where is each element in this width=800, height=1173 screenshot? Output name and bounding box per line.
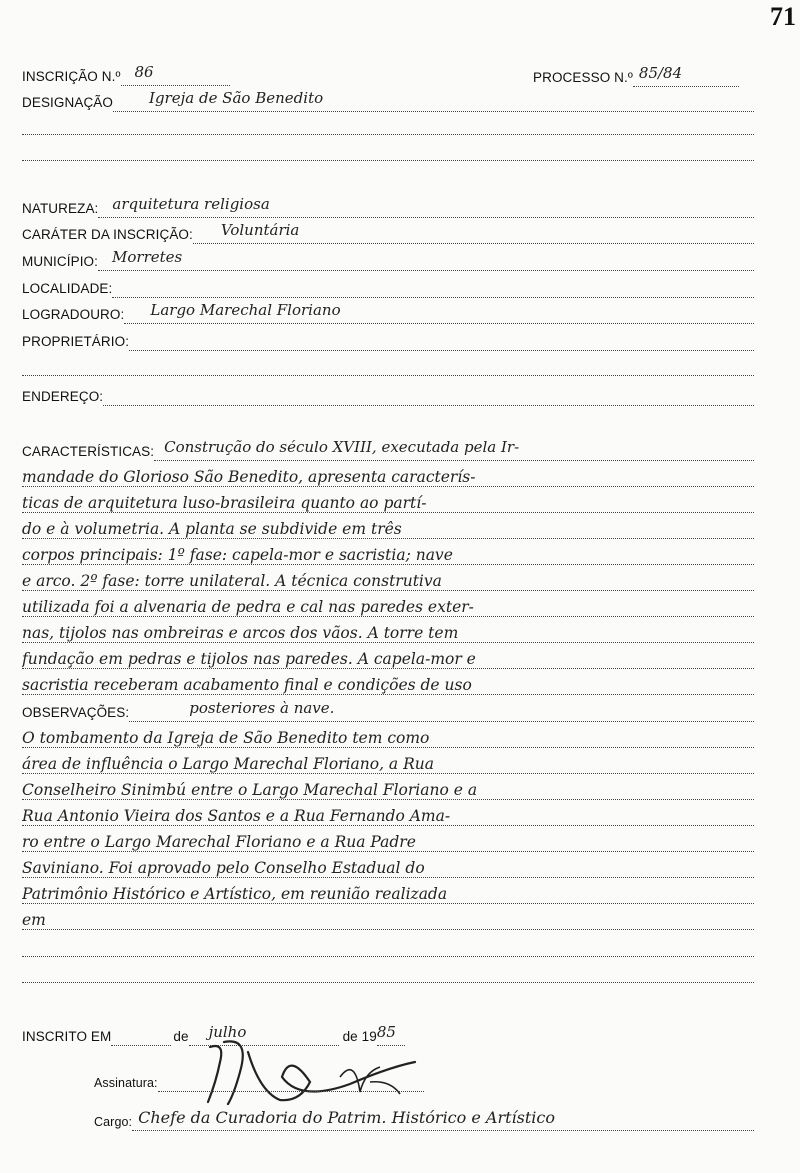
logradouro-row [22,298,754,324]
processo-label: PROCESSO N.º [533,69,633,85]
endereco-label: ENDEREÇO: [22,388,104,404]
localidade-label: LOCALIDADE: [22,280,113,296]
natureza-row [22,192,754,218]
localidade-value [112,277,754,298]
proprietario-label: PROPRIETÁRIO: [22,333,130,349]
endereco-value [103,385,754,406]
carater-label: CARÁTER DA INSCRIÇÃO: [22,226,193,242]
inscricao-label: INSCRIÇÃO N.º [22,68,121,84]
observacoes-line: Rua Antonio Vieira dos Santos e a Rua Fernando Ama- [22,800,754,826]
observacoes-line: área de influência o Largo Marechal Floriano, a Rua [22,748,754,774]
cargo-value: Chefe da Curadoria do Patrim. Histórico e Artístico [132,1110,754,1131]
de-label: de [173,1028,189,1044]
municipio-label: MUNICÍPIO: [22,253,99,269]
caracteristicas-line: corpos principais: 1º fase: capela-mor e sacristia; nave [22,539,754,565]
caracteristicas-line: e arco. 2º fase: torre unilateral. A técnica construtiva [22,565,754,591]
natureza-label: NATUREZA: [22,200,99,216]
carater-row [22,218,754,244]
municipio-value: Morretes [98,250,754,271]
page-number: 71 [770,2,796,31]
inscricao-value: 86 [121,65,230,86]
observacoes-line: ro entre o Largo Marechal Floriano e a Rua Padre [22,826,754,852]
caracteristicas-label: CARACTERÍSTICAS: [22,443,155,459]
caracteristicas-line: fundação em pedras e tijolos nas paredes. A capela-mor e [22,643,754,669]
observacoes-line: Patrimônio Histórico e Artístico, em reunião realizada [22,878,754,904]
proprietario-value [129,330,754,351]
de-19-label: de 19 [342,1028,377,1044]
processo-row [533,66,739,87]
inscricao-row [22,60,252,86]
observacoes-row [22,696,754,722]
caracteristicas-line: utilizada foi a alvenaria de pedra e cal nas paredes exter- [22,591,754,617]
blank-line [22,375,754,376]
logradouro-label: LOGRADOURO: [22,306,125,322]
designacao-value: Igreja de São Benedito [113,91,754,112]
municipio-row [22,245,754,271]
caracteristicas-line: mandade do Glorioso São Benedito, apresenta caracterís- [22,461,754,487]
blank-line [22,956,754,957]
observacoes-label: OBSERVAÇÕES: [22,704,130,720]
assinatura-label: Assinatura: [94,1075,158,1090]
inscrito-day [111,1025,171,1046]
designacao-label: DESIGNAÇÃO [22,94,114,110]
natureza-value: arquitetura religiosa [98,197,754,218]
inscrito-year: 85 [377,1025,405,1046]
caracteristicas-line: do e à volumetria. A planta se subdivide em três [22,513,754,539]
assinatura-row [94,1066,424,1092]
observacoes-line: Conselheiro Sinimbú entre o Largo Marechal Floriano e a [22,774,754,800]
designacao-row [22,86,754,112]
caracteristicas-row [22,435,754,461]
blank-line [22,160,754,161]
logradouro-value: Largo Marechal Floriano [124,303,754,324]
inscrito-month: julho [189,1025,339,1046]
carater-value: Voluntária [193,223,754,244]
localidade-row [22,272,754,298]
caracteristicas-first-line: Construção do século XVIII, executada pela Ir- [154,440,754,461]
caracteristicas-line: nas, tijolos nas ombreiras e arcos dos vãos. A torre tem [22,617,754,643]
assinatura-line [158,1071,424,1092]
proprietario-row [22,325,754,351]
inscrito-label: INSCRITO EM [22,1028,112,1044]
blank-line [22,134,754,135]
caracteristicas-line: sacristia receberam acabamento final e condições de uso [22,669,754,695]
cargo-label: Cargo: [94,1114,133,1129]
observacoes-first-line: posteriores à nave. [129,701,754,722]
processo-value: 85/84 [633,66,739,87]
endereco-row [22,380,754,406]
observacoes-line: Saviniano. Foi aprovado pelo Conselho Estadual do [22,852,754,878]
caracteristicas-line: ticas de arquitetura luso-brasileira quanto ao partí- [22,487,754,513]
blank-line [22,982,754,983]
cargo-row [94,1105,754,1131]
observacoes-line: em [22,904,754,930]
observacoes-line: O tombamento da Igreja de São Benedito tem como [22,722,754,748]
